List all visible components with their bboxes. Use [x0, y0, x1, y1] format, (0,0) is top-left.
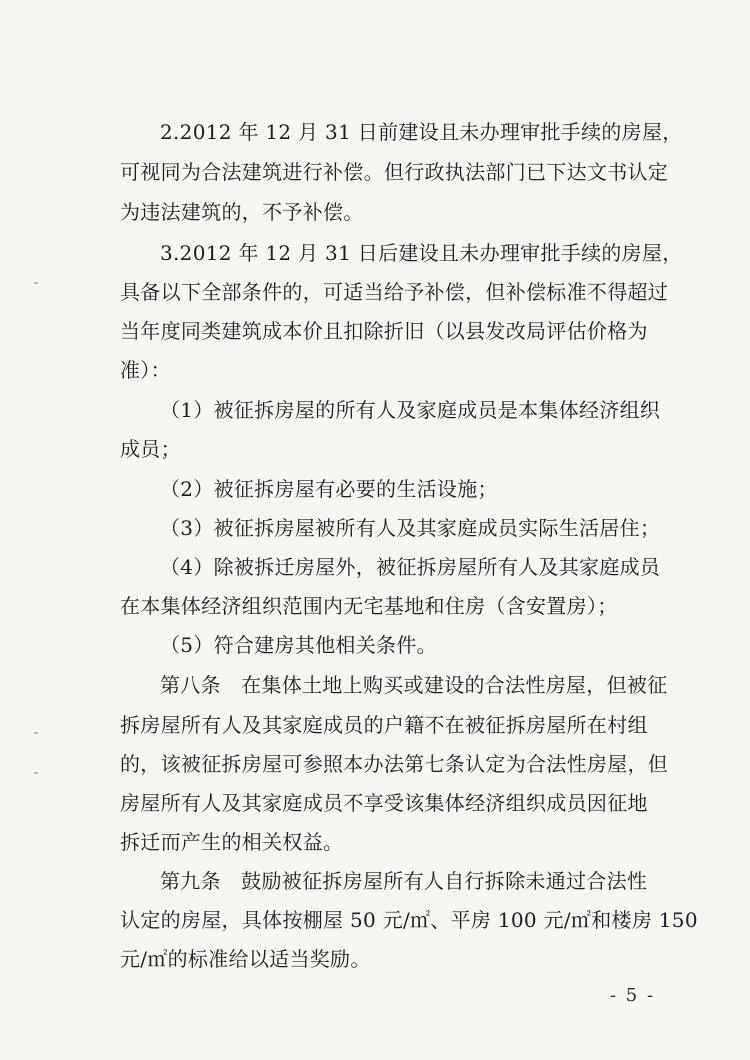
text-line: 可视同为合法建筑进行补偿。但行政执法部门已下达文书认定 [120, 160, 669, 184]
page-number: - 5 - [610, 985, 656, 1006]
text-line: （1）被征拆房屋的所有人及家庭成员是本集体经济组织 [160, 398, 661, 422]
text-line: 元/㎡的标准给以适当奖励。 [120, 947, 371, 971]
article-9-heading-line: 第九条 鼓励被征拆房屋所有人自行拆除未通过合法性 [160, 869, 648, 893]
text-line: 的，该被征拆房屋可参照本办法第七条认定为合法性房屋，但 [120, 752, 669, 776]
scan-mark [34, 732, 38, 734]
text-line: （5）符合建房其他相关条件。 [160, 633, 437, 657]
text-line: 2.2012 年 12 月 31 日前建设且未办理审批手续的房屋， [160, 120, 683, 144]
scan-mark [34, 772, 38, 774]
text-line: 准）： [120, 358, 171, 382]
text-line: 拆迁而产生的相关权益。 [120, 830, 344, 854]
text-line: 当年度同类建筑成本价且扣除折旧（以县发改局评估价格为 [120, 319, 648, 343]
text-line: 具备以下全部条件的，可适当给予补偿，但补偿标准不得超过 [120, 280, 669, 304]
text-line: （4）除被拆迁房屋外，被征拆房屋所有人及其家庭成员 [160, 555, 661, 579]
text-line: 拆房屋所有人及其家庭成员的户籍不在被征拆房屋所在村组 [120, 713, 648, 737]
text-line: （2）被征拆房屋有必要的生活设施； [160, 477, 498, 501]
text-line: （3）被征拆房屋被所有人及其家庭成员实际生活居住； [160, 516, 661, 540]
text-line: 3.2012 年 12 月 31 日后建设且未办理审批手续的房屋， [160, 241, 683, 265]
text-line: 房屋所有人及其家庭成员不享受该集体经济组织成员因征地 [120, 791, 648, 815]
text-line: 在本集体经济组织范围内无宅基地和住房（含安置房）； [120, 594, 618, 618]
scan-mark [34, 282, 38, 284]
text-line: 为违法建筑的，不予补偿。 [120, 200, 364, 224]
text-line: 成员； [120, 437, 181, 461]
article-8-heading-line: 第八条 在集体土地上购买或建设的合法性房屋，但被征 [160, 673, 668, 697]
text-line: 认定的房屋，具体按棚屋 50 元/㎡、平房 100 元/㎡和楼房 150 [120, 908, 698, 932]
